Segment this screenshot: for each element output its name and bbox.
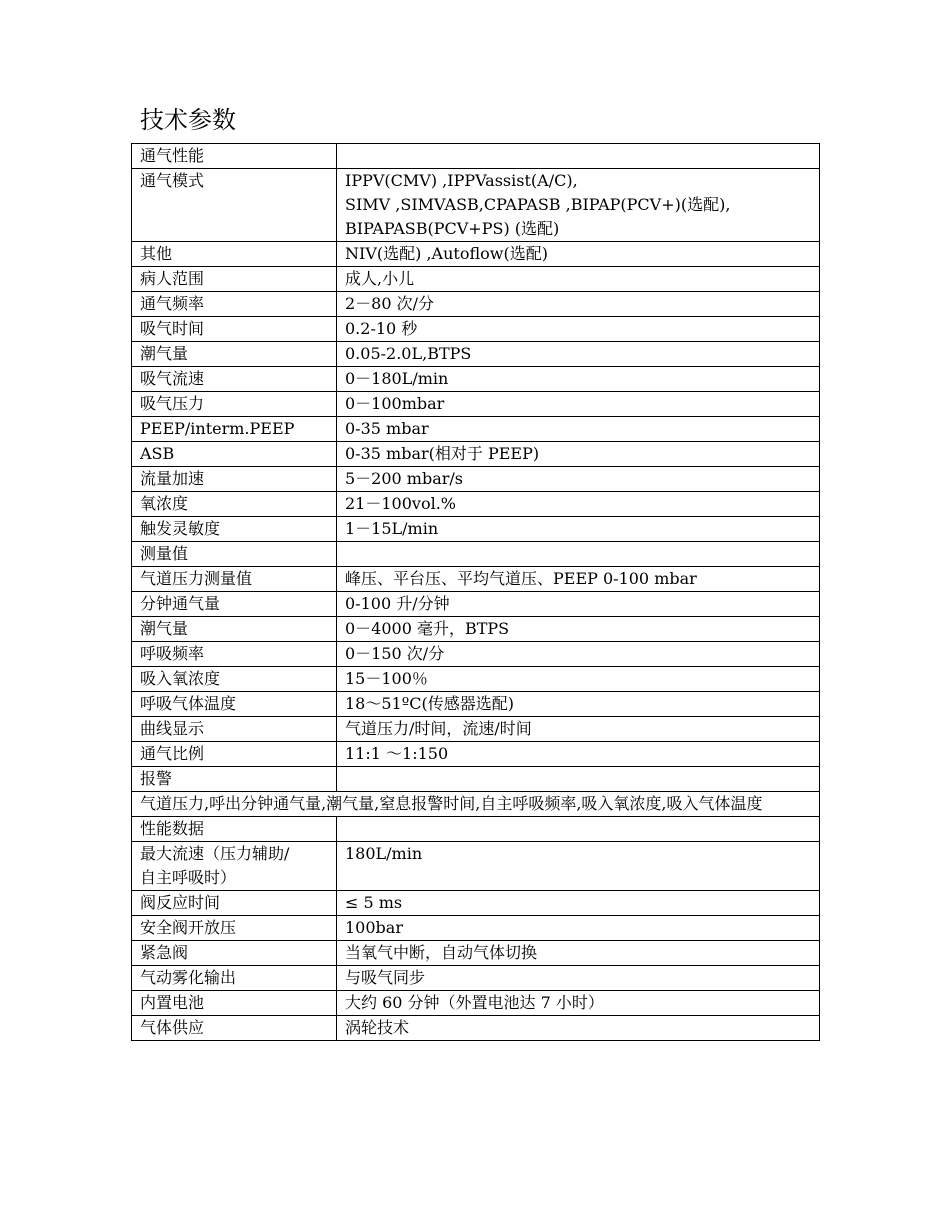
parameter-value: 1－15L/min [337,517,820,542]
table-row [132,492,820,517]
table-row [132,941,820,966]
table-row [132,442,820,467]
parameter-label: 通气性能 [132,144,337,169]
parameter-label: 内置电池 [132,991,337,1016]
parameter-value: IPPV(CMV) ,IPPVassist(A/C), SIMV ,SIMVASB,CPAPASB ,BIPAP(PCV+)(选配), BIPAPASB(PCV+PS) (选配) [337,169,820,242]
parameter-label: 吸入氧浓度 [132,667,337,692]
table-row [132,842,820,891]
table-row [132,617,820,642]
parameter-value: 成人,小儿 [337,267,820,292]
table-row [132,667,820,692]
table-row [132,692,820,717]
parameter-label: 氧浓度 [132,492,337,517]
table-row [132,542,820,567]
parameter-value: 0-35 mbar [337,417,820,442]
parameter-value: 180L/min [337,842,820,891]
parameter-label: PEEP/interm.PEEP [132,417,337,442]
parameter-value: 峰压、平台压、平均气道压、PEEP 0-100 mbar [337,567,820,592]
table-row [132,342,820,367]
full-width-cell: 气道压力,呼出分钟通气量,潮气量,窒息报警时间,自主呼吸频率,吸入氧浓度,吸入气体温度 [132,792,820,817]
parameter-value: 0－4000 毫升，BTPS [337,617,820,642]
parameter-label: 通气频率 [132,292,337,317]
parameter-label: 其他 [132,242,337,267]
parameter-value: 与吸气同步 [337,966,820,991]
table-row [132,367,820,392]
parameter-value: NIV(选配) ,Autoflow(选配) [337,242,820,267]
spec-table-body [132,144,820,1041]
parameter-label: 流量加速 [132,467,337,492]
parameter-label: 潮气量 [132,342,337,367]
parameter-value [337,144,820,169]
table-row [132,169,820,242]
parameter-label: 吸气流速 [132,367,337,392]
parameter-value: 0－180L/min [337,367,820,392]
parameter-label: 气动雾化输出 [132,966,337,991]
table-row [132,467,820,492]
parameter-value: 0-35 mbar(相对于 PEEP) [337,442,820,467]
parameter-label: 性能数据 [132,817,337,842]
parameter-value: ≤ 5 ms [337,891,820,916]
parameter-value: 大约 60 分钟（外置电池达 7 小时） [337,991,820,1016]
spec-table [131,143,820,1041]
table-row [132,592,820,617]
table-row [132,717,820,742]
parameter-value: 0－100mbar [337,392,820,417]
parameter-value: 当氧气中断，自动气体切换 [337,941,820,966]
parameter-value: 15－100％ [337,667,820,692]
parameter-label: 呼吸气体温度 [132,692,337,717]
parameter-label: 潮气量 [132,617,337,642]
parameter-value: 0－150 次/分 [337,642,820,667]
table-row [132,767,820,792]
table-row [132,991,820,1016]
table-row [132,642,820,667]
table-row [132,742,820,767]
parameter-label: 病人范围 [132,267,337,292]
parameter-value [337,542,820,567]
parameter-label: ASB [132,442,337,467]
parameter-value: 0.05-2.0L,BTPS [337,342,820,367]
parameter-label: 通气比例 [132,742,337,767]
parameter-label: 通气模式 [132,169,337,242]
parameter-value: 11:1 ～1:150 [337,742,820,767]
parameter-value: 5－200 mbar/s [337,467,820,492]
parameter-label: 紧急阀 [132,941,337,966]
parameter-label: 吸气时间 [132,317,337,342]
parameter-label: 曲线显示 [132,717,337,742]
page-title: 技术参数 [140,106,236,134]
parameter-label: 报警 [132,767,337,792]
table-row [132,792,820,817]
table-row [132,144,820,169]
table-row [132,1016,820,1041]
parameter-value: 18～51ºC(传感器选配) [337,692,820,717]
table-row [132,916,820,941]
parameter-label: 吸气压力 [132,392,337,417]
parameter-label: 最大流速（压力辅助/ 自主呼吸时） [132,842,337,891]
table-row [132,567,820,592]
parameter-label: 气道压力测量值 [132,567,337,592]
table-row [132,966,820,991]
parameter-label: 安全阀开放压 [132,916,337,941]
table-row [132,292,820,317]
parameter-label: 测量值 [132,542,337,567]
parameter-value: 0.2-10 秒 [337,317,820,342]
table-row [132,267,820,292]
parameter-value: 100bar [337,916,820,941]
parameter-label: 分钟通气量 [132,592,337,617]
parameter-value: 涡轮技术 [337,1016,820,1041]
table-row [132,817,820,842]
table-row [132,242,820,267]
parameter-value: 21－100vol.% [337,492,820,517]
parameter-value: 2－80 次/分 [337,292,820,317]
table-row [132,517,820,542]
parameter-label: 呼吸频率 [132,642,337,667]
table-row [132,392,820,417]
table-row [132,891,820,916]
parameter-label: 触发灵敏度 [132,517,337,542]
parameter-label: 阀反应时间 [132,891,337,916]
parameter-value [337,767,820,792]
table-row [132,417,820,442]
table-row [132,317,820,342]
parameter-value: 0-100 升/分钟 [337,592,820,617]
parameter-value [337,817,820,842]
parameter-label: 气体供应 [132,1016,337,1041]
parameter-value: 气道压力/时间，流速/时间 [337,717,820,742]
